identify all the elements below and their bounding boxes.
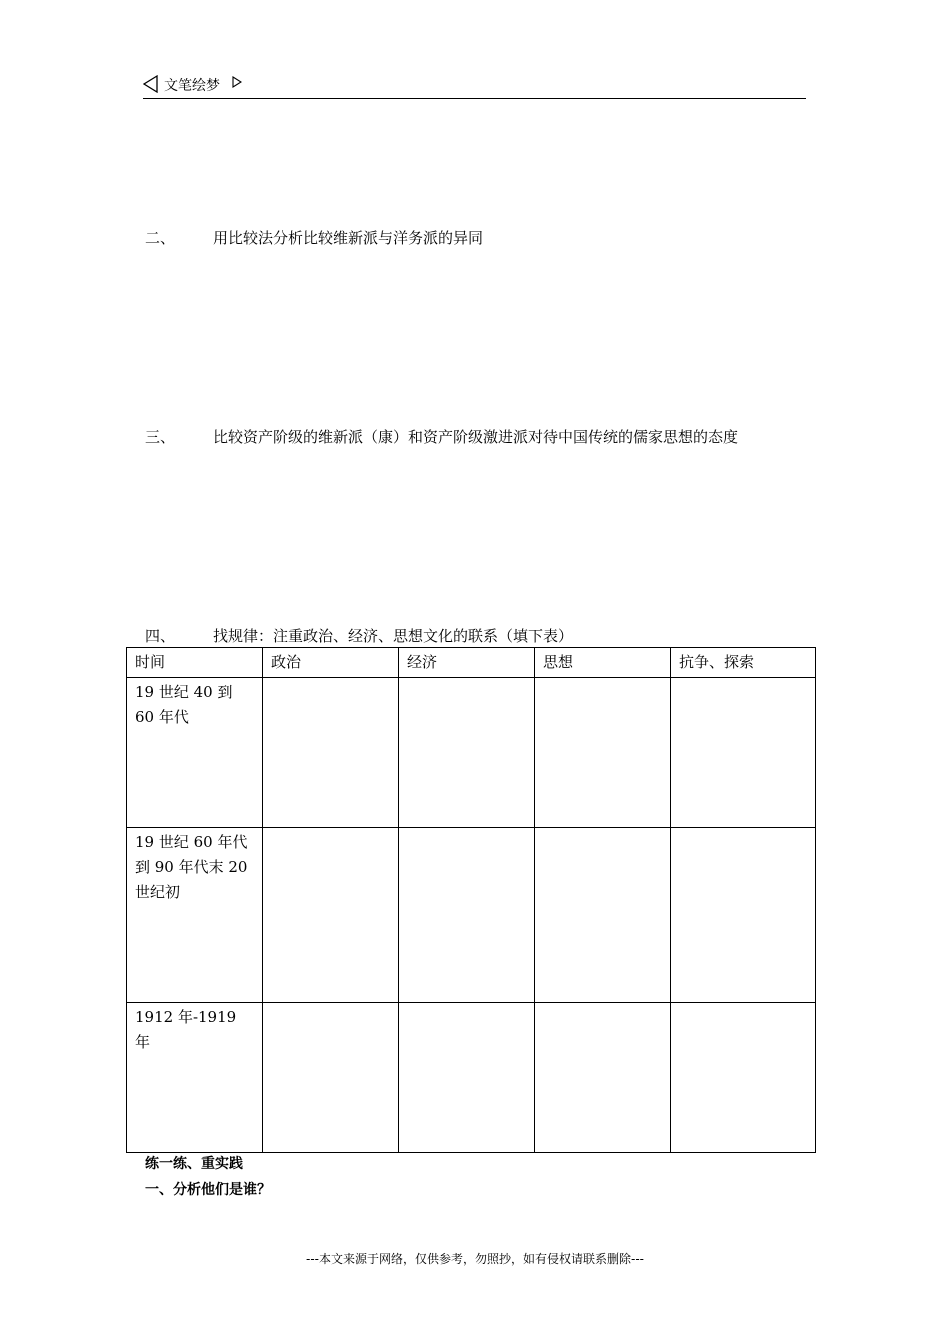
page-header [143,72,806,99]
struggle-cell[interactable] [671,678,816,828]
struggle-cell[interactable] [671,1003,816,1153]
section-three-number: 三、 [145,428,176,446]
section-two-text: 用比较法分析比较维新派与洋务派的异同 [213,229,484,247]
header-brand: 文笔绘梦 [164,78,220,94]
politics-cell[interactable] [263,828,399,1003]
thought-cell[interactable] [535,1003,671,1153]
header-cell-time: 时间 [127,648,263,678]
politics-cell[interactable] [263,1003,399,1153]
header-cell-thought: 思想 [535,648,671,678]
left-triangle-icon [143,75,159,93]
footer-disclaimer: ---本文来源于网络，仅供参考，勿照抄，如有侵权请联系删除--- [306,1252,644,1266]
header-cell-struggle: 抗争、探索 [671,648,816,678]
politics-cell[interactable] [263,678,399,828]
section-four-text: 找规律：注重政治、经济、思想文化的联系（填下表） [213,627,574,645]
comparison-table [126,647,816,1153]
economy-cell[interactable] [399,1003,535,1153]
section-four-number: 四、 [145,627,176,645]
period-cell: 1912 年-1919 年 [127,1003,263,1153]
table-row [127,828,816,1003]
section-three-text: 比较资产阶级的维新派（康）和资产阶级激进派对待中国传统的儒家思想的态度 [213,428,739,446]
practice-question-one: 一、分析他们是谁？ [145,1182,271,1198]
period-cell: 19 世纪 60 年代到 90 年代末 20 世纪初 [127,828,263,1003]
economy-cell[interactable] [399,828,535,1003]
thought-cell[interactable] [535,678,671,828]
right-triangle-icon [232,76,242,88]
economy-cell[interactable] [399,678,535,828]
header-cell-politics: 政治 [263,648,399,678]
table-header-row [127,648,816,678]
header-cell-economy: 经济 [399,648,535,678]
table-row [127,1003,816,1153]
thought-cell[interactable] [535,828,671,1003]
period-cell: 19 世纪 40 到 60 年代 [127,678,263,828]
practice-heading: 练一练、重实践 [145,1156,243,1172]
table-row [127,678,816,828]
struggle-cell[interactable] [671,828,816,1003]
section-two-number: 二、 [145,229,176,247]
